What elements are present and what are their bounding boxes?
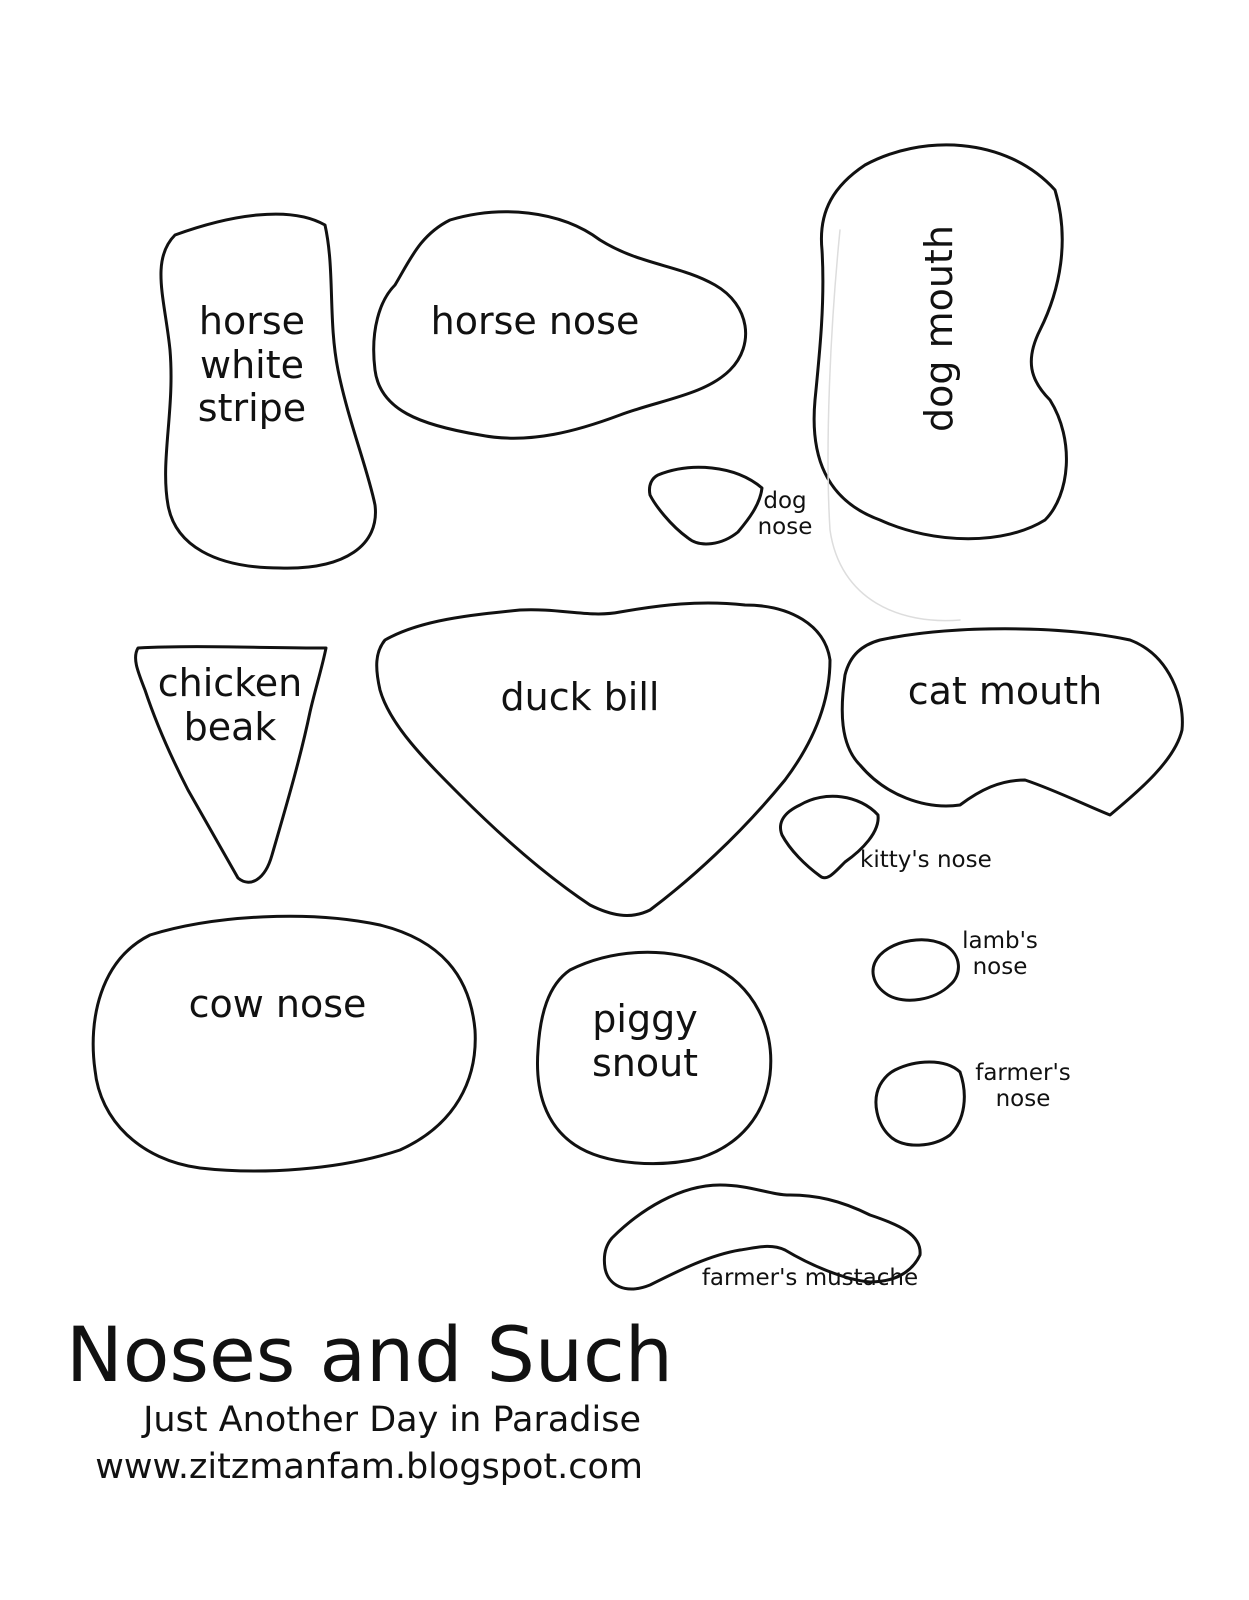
lambs-nose-label <box>955 928 1045 981</box>
piggy-snout-line-1: piggy <box>592 997 698 1041</box>
page-subtitle: Just Another Day in Paradise <box>143 1400 641 1440</box>
dog-nose-line-1: dog <box>763 488 807 514</box>
dog-nose-outline <box>649 467 762 544</box>
website-url: www.zitzmanfam.blogspot.com <box>95 1447 643 1487</box>
farmers-nose-line-1: farmer's <box>975 1060 1071 1086</box>
duck-bill-label: duck bill <box>500 675 660 719</box>
chicken-beak-line-2: beak <box>183 704 277 749</box>
horse-white-stripe-line-2: white <box>200 342 304 387</box>
duck-bill-outline <box>377 603 830 915</box>
piggy-snout-line-2: snout <box>591 1040 699 1085</box>
lambs-nose-line-1: lamb's <box>962 928 1038 954</box>
horse-nose-label: horse nose <box>430 299 640 343</box>
horse-white-stripe-label <box>187 300 317 431</box>
dog-mouth-label: dog mouth <box>917 225 961 432</box>
cat-mouth-label: cat mouth <box>907 669 1103 713</box>
horse-white-stripe-line-3: stripe <box>197 386 307 431</box>
farmers-nose-line-2: nose <box>995 1086 1051 1113</box>
cow-nose-outline <box>93 916 475 1171</box>
cat-mouth-outline <box>842 629 1182 815</box>
farmers-nose-outline <box>876 1062 964 1145</box>
dog-nose-line-2: nose <box>757 514 813 541</box>
horse-white-stripe-line-1: horse <box>198 299 306 343</box>
lambs-nose-outline <box>873 940 958 1000</box>
dog-nose-label <box>750 488 820 541</box>
chicken-beak-label <box>150 662 310 749</box>
page-title: Noses and Such <box>66 1310 673 1399</box>
farmers-mustache-label: farmer's mustache <box>701 1265 919 1291</box>
chicken-beak-line-1: chicken <box>157 661 303 705</box>
lambs-nose-line-2: nose <box>972 954 1028 981</box>
farmers-nose-label <box>968 1060 1078 1113</box>
kittys-nose-label: kitty's nose <box>860 847 992 873</box>
cow-nose-label: cow nose <box>188 982 367 1026</box>
piggy-snout-label <box>585 998 705 1085</box>
